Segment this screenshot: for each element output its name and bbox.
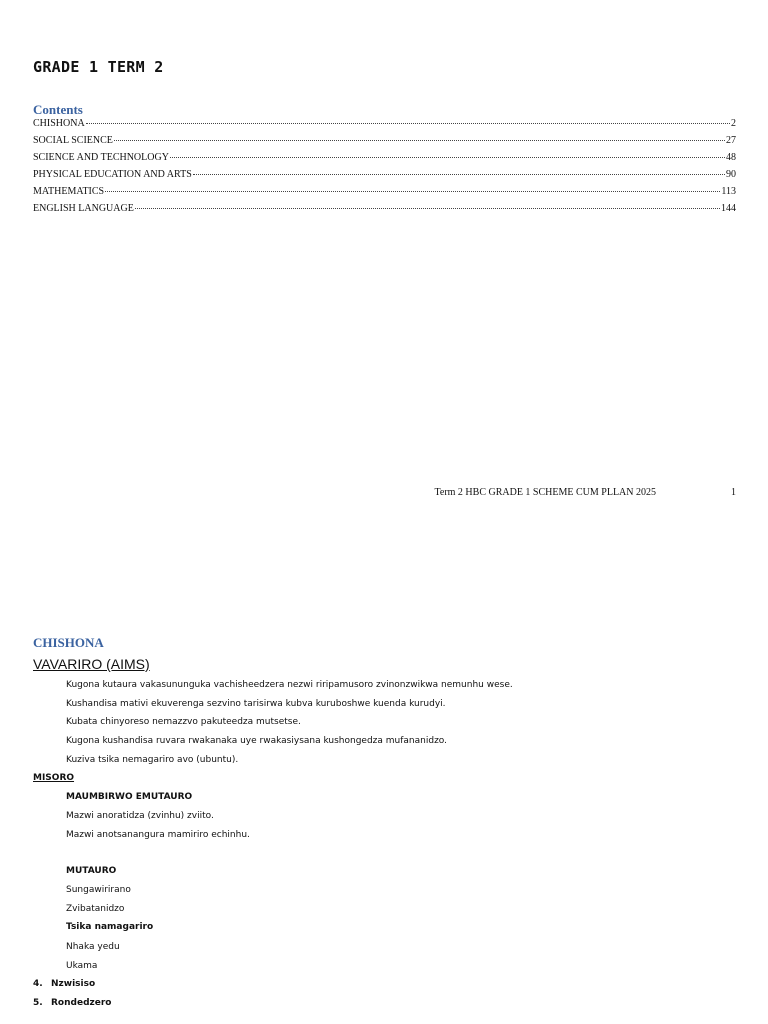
toc-entry-chishona[interactable]: [33, 118, 736, 135]
topic-item: Mazwi anoratidza (zvinhu) zviito.: [66, 811, 214, 821]
numbered-topic-label: Nzwisiso: [51, 979, 96, 989]
aims-heading: VAVARIRO (AIMS): [33, 656, 150, 672]
toc-entry-page: 113: [721, 186, 736, 197]
toc-entry-page: 27: [726, 135, 736, 146]
toc-leader: [170, 157, 725, 158]
table-of-contents: [33, 118, 736, 220]
toc-entry-physical-education-and-arts[interactable]: [33, 169, 736, 186]
topic-heading: MUTAURO: [66, 866, 117, 876]
topic-item: Ukama: [66, 961, 98, 971]
toc-entry-label: ENGLISH LANGUAGE: [33, 203, 134, 214]
numbered-topic-label: Rondedzero: [51, 998, 112, 1008]
toc-entry-page: 48: [726, 152, 736, 163]
aims-list: [66, 680, 513, 773]
aim-item: Kushandisa mativi ekuverenga sezvino tarisirwa kubva kuruboshwe kuenda kurudyi.: [66, 698, 446, 709]
toc-entry-label: MATHEMATICS: [33, 186, 105, 197]
aim-item: Kugona kutaura vakasununguka vachisheedzera nezwi riripamusoro zvinonzwikwa nemunhu wese.: [66, 680, 513, 690]
page-footer: [434, 487, 736, 498]
aim-item: Kugona kushandisa ruvara rwakanaka uye rwakasiysana kushongedza mufananidzo.: [66, 736, 448, 747]
toc-leader: [193, 174, 725, 175]
footer-page-number: 1: [731, 487, 736, 498]
toc-leader: [135, 208, 720, 209]
toc-leader: [114, 140, 725, 141]
toc-entry-page: 144: [721, 203, 736, 214]
toc-entry-mathematics[interactable]: [33, 186, 736, 203]
document-title: GRADE 1 TERM 2: [33, 58, 164, 76]
toc-entry-social-science[interactable]: [33, 135, 736, 152]
section-title: CHISHONA: [33, 635, 104, 650]
topic-item: Zvibatanidzo: [66, 904, 125, 914]
toc-entry-label: CHISHONA: [33, 118, 85, 129]
toc-leader: [86, 123, 730, 124]
aim-item: Kubata chinyoreso nemazzvo pakuteedza mutsetse.: [66, 717, 301, 728]
toc-leader: [105, 191, 720, 192]
numbered-topic: [33, 998, 111, 1008]
toc-entry-label: PHYSICAL EDUCATION AND ARTS: [33, 169, 192, 180]
topic-heading: MAUMBIRWO EMUTAURO: [66, 792, 193, 802]
contents-heading: Contents: [33, 102, 83, 117]
topic-item: Nhaka yedu: [66, 942, 120, 952]
numbered-topic-number: 4.: [33, 979, 43, 989]
toc-entry-science-and-technology[interactable]: [33, 152, 736, 169]
topic-item: Mazwi anotsanangura mamiriro echinhu.: [66, 830, 250, 840]
toc-entry-label: SOCIAL SCIENCE: [33, 135, 113, 146]
toc-entry-label: SCIENCE AND TECHNOLOGY: [33, 152, 169, 163]
topic-heading: Tsika namagariro: [66, 922, 154, 932]
topic-item: Sungawirirano: [66, 885, 131, 895]
topics-heading: MISORO: [33, 773, 75, 783]
aim-item: Kuziva tsika nemagariro avo (ubuntu).: [66, 754, 239, 765]
toc-entry-english-language[interactable]: [33, 203, 736, 220]
numbered-topic: [33, 979, 95, 989]
footer-text: Term 2 HBC GRADE 1 SCHEME CUM PLLAN 2025: [434, 487, 656, 498]
toc-entry-page: 2: [731, 118, 736, 129]
toc-entry-page: 90: [726, 169, 736, 180]
numbered-topic-number: 5.: [33, 998, 43, 1008]
